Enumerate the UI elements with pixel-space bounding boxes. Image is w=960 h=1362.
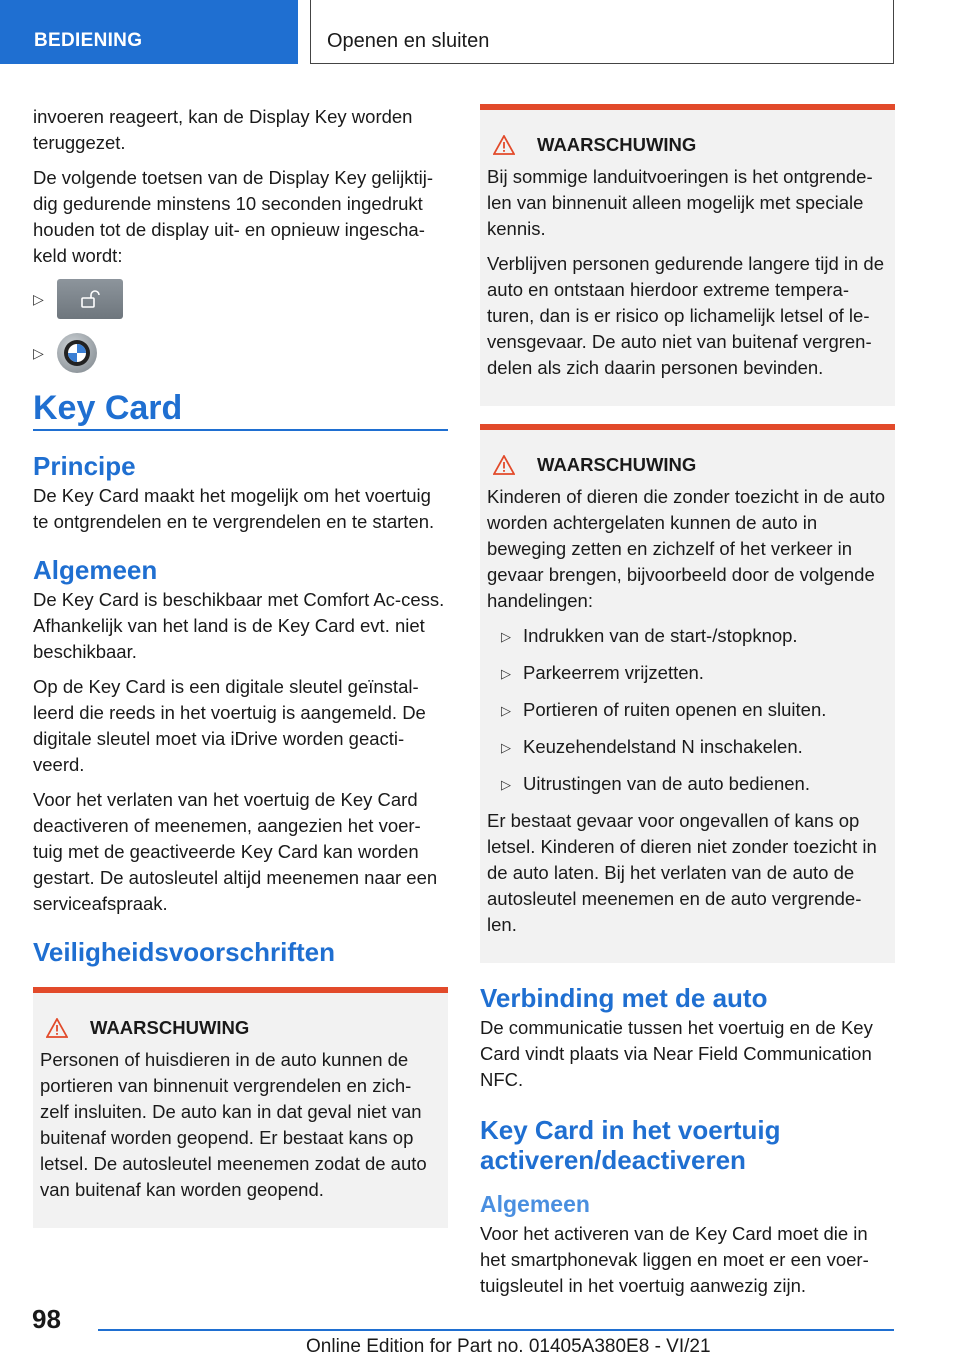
section-heading: Key Card in het voertuig activeren/deactiveren bbox=[480, 1115, 781, 1175]
section-tab bbox=[0, 0, 298, 64]
section-heading: Algemeen bbox=[33, 555, 158, 585]
triangle-bullet-icon: ▷ bbox=[501, 740, 511, 755]
triangle-bullet-icon: ▷ bbox=[33, 345, 44, 361]
paragraph: Voor het activeren van de Key Card moet die in het smartphonevak liggen en moet er een voer-tuigsleutel in het voertuig aanwezig zijn. bbox=[480, 1223, 869, 1296]
paragraph: De volgende toetsen van de Display Key gelijktij-dig gedurende minstens 10 seconden ingedrukt houden tot de display uit- en opnieuw ingescha-keld wordt: bbox=[33, 167, 434, 266]
section-label: BEDIENING bbox=[34, 30, 143, 51]
paragraph: Bij sommige landuitvoeringen is het ontgrende-len van binnenuit alleen mogelijk met speciale kennis. bbox=[487, 166, 873, 239]
paragraph: Kinderen of dieren die zonder toezicht in de auto worden achtergelaten kunnen de auto in beweging zetten en zichzelf of het verkeer in gevaar brengen, bijvoorbeeld door de volgende handelingen: bbox=[487, 486, 886, 611]
left-column bbox=[33, 104, 448, 1228]
warning-box bbox=[33, 987, 448, 1228]
paragraph: De communicatie tussen het voertuig en de Key Card vindt plaats via Near Field Communication NFC. bbox=[480, 1017, 873, 1090]
warning-title: WAARSCHUWING bbox=[487, 452, 887, 478]
list-item: ▷ Keuzehendelstand N inschakelen. bbox=[501, 734, 887, 761]
paragraph: Voor het verlaten van het voertuig de Key Card deactiveren of meenemen, aangezien het voer-tuig met de geactiveerde Key Card kan worden gestart. De autosleutel altijd meenemen naar een serviceafspraak. bbox=[33, 789, 438, 914]
paragraph: invoeren reageert, kan de Display Key worden teruggezet. bbox=[33, 106, 413, 153]
section-heading: Verbinding met de auto bbox=[480, 983, 768, 1013]
paragraph: Personen of huisdieren in de auto kunnen de portieren van binnenuit vergrendelen en zich-zelf insluiten. De auto kan in dat geval niet van buitenaf worden geopend. Er bestaat kans op letsel. De autosleutel meenemen zodat de auto van buitenaf kan worden geopend. bbox=[40, 1049, 427, 1200]
warning-title: WAARSCHUWING bbox=[40, 1015, 440, 1041]
list-item bbox=[33, 333, 448, 373]
triangle-bullet-icon: ▷ bbox=[33, 291, 44, 307]
chapter-header bbox=[310, 0, 894, 64]
warning-box bbox=[480, 424, 895, 963]
warning-triangle-icon bbox=[46, 1018, 68, 1038]
triangle-bullet-icon: ▷ bbox=[501, 666, 511, 681]
chapter-label: Openen en sluiten bbox=[327, 30, 490, 52]
paragraph: De Key Card maakt het mogelijk om het voertuig te ontgrendelen en te vergrendelen en te starten. bbox=[33, 485, 435, 532]
edition-footer: Online Edition for Part no. 01405A380E8 - VI/21 bbox=[306, 1336, 711, 1357]
page-number: 98 bbox=[32, 1304, 61, 1334]
list-item: ▷ Parkeerrem vrijzetten. bbox=[501, 660, 887, 687]
right-column bbox=[480, 104, 895, 1308]
list-item: ▷ Uitrustingen van de auto bedienen. bbox=[501, 771, 887, 798]
subsection-heading: Algemeen bbox=[480, 1191, 590, 1217]
paragraph: Op de Key Card is een digitale sleutel geïnstal-leerd die reeds in het voertuig is aangemeld. De digitale sleutel moet via iDrive worden geacti-veerd. bbox=[33, 676, 426, 775]
triangle-bullet-icon: ▷ bbox=[501, 703, 511, 718]
warning-list bbox=[487, 623, 887, 798]
unlock-button-icon bbox=[57, 279, 123, 319]
warning-title: WAARSCHUWING bbox=[487, 132, 887, 158]
warning-box bbox=[480, 104, 895, 406]
warning-triangle-icon bbox=[493, 455, 515, 475]
triangle-bullet-icon: ▷ bbox=[501, 777, 511, 792]
warning-triangle-icon bbox=[493, 135, 515, 155]
section-heading: Veiligheidsvoorschriften bbox=[33, 937, 335, 967]
section-heading: Principe bbox=[33, 451, 136, 481]
page-title: Key Card bbox=[33, 395, 448, 431]
triangle-bullet-icon: ▷ bbox=[501, 629, 511, 644]
list-item: ▷ Indrukken van de start-/stopknop. bbox=[501, 623, 887, 650]
footer-divider bbox=[98, 1329, 894, 1331]
paragraph: Er bestaat gevaar voor ongevallen of kans op letsel. Kinderen of dieren niet zonder toezicht in de auto laten. Bij het verlaten van de auto de autosleutel meenemen en de auto vergrende-len. bbox=[487, 810, 877, 935]
list-item: ▷ Portieren of ruiten openen en sluiten. bbox=[501, 697, 887, 724]
list-item bbox=[33, 279, 448, 319]
paragraph: Verblijven personen gedurende langere tijd in de auto en ontstaan hierdoor extreme tempera-turen, dan is er risico op lichamelijk letsel of le-vensgevaar. De auto niet van buitenaf vergren-delen als zich daarin personen bevinden. bbox=[487, 253, 885, 378]
bmw-logo-button-icon bbox=[57, 333, 97, 373]
paragraph: De Key Card is beschikbaar met Comfort Ac-cess. Afhankelijk van het land is de Key Card evt. niet beschikbaar. bbox=[33, 589, 445, 662]
